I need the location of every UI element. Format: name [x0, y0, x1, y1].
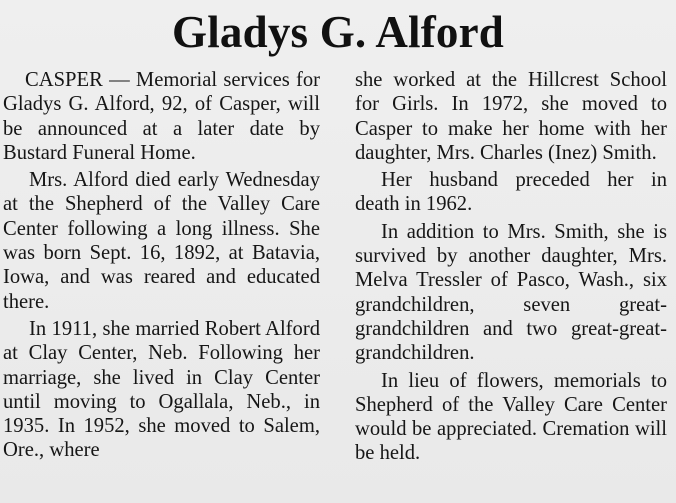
- paragraph-husband: Her husband preceded her in death in 1962.: [355, 169, 667, 216]
- paragraph-continuation: she worked at the Hillcrest School for Girls. In 1972, she moved to Casper to make her home with her daughter, Mrs. Charles (Inez) Smith.: [355, 69, 667, 164]
- obituary-headline: Gladys G. Alford: [172, 7, 504, 57]
- paragraph-death-and-birth: Mrs. Alford died early Wednesday at the Shepherd of the Valley Care Center following a long illness. She was born Sept. 16, 1892, at Batavia, Iowa, and was reared and educated there.: [3, 169, 320, 313]
- paragraph-announcement: CASPER — Memorial services for Gladys G. Alford, 92, of Casper, will be announced at a later date by Bustard Funeral Home.: [3, 69, 320, 164]
- article-column-left: [3, 68, 320, 466]
- paragraph-memorials: In lieu of flowers, memorials to Shepherd of the Valley Care Center would be appreciated. Cremation will be held.: [355, 369, 667, 465]
- paragraph-survivors: In addition to Mrs. Smith, she is survived by another daughter, Mrs. Melva Tressler of Pasco, Wash., six grandchildren, seven great-grandchildren and two great-great-grandchildren.: [355, 220, 667, 365]
- paragraph-marriage: In 1911, she married Robert Alford at Clay Center, Neb. Following her marriage, she lived in Clay Center until moving to Ogallala, Neb., in 1935. In 1952, she moved to Salem, Ore., where: [3, 317, 320, 462]
- article-column-right: [355, 68, 667, 469]
